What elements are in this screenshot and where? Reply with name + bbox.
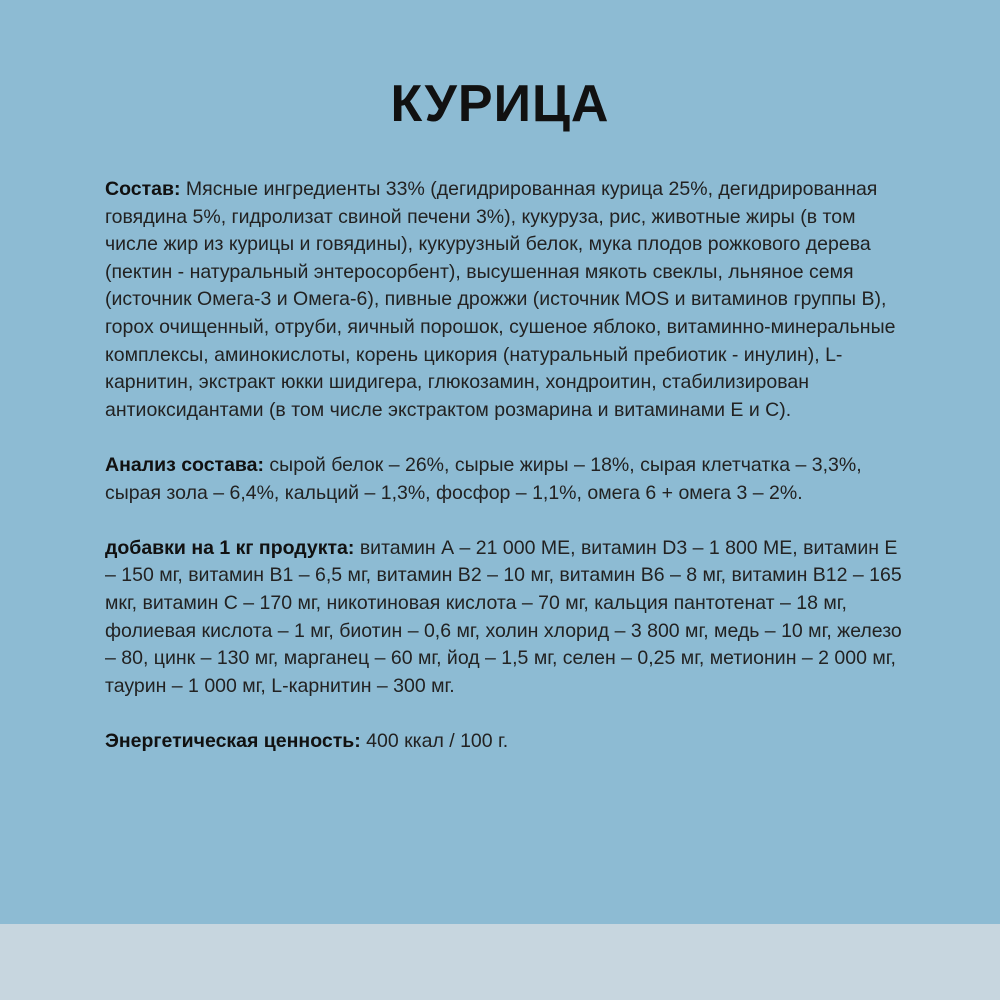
page-title: КУРИЦА	[390, 75, 610, 133]
additives-label: добавки на 1 кг продукта:	[105, 536, 355, 559]
additives-section	[105, 535, 905, 701]
energy-section	[105, 728, 905, 756]
energy-label: Энергетическая ценность:	[105, 729, 361, 752]
composition-label: Состав:	[105, 178, 181, 200]
analysis-text: сырой белок – 26%, сырые жиры – 18%, сырая клетчатка – 3,3%, сырая зола – 6,4%, кальций – 1,3%, фосфор – 1,1%, омега 6 + омега 3 – 2%.	[105, 453, 862, 504]
composition-section	[105, 176, 905, 424]
energy-text: 400 ккал / 100 г.	[366, 729, 509, 752]
additives-text: витамин А – 21 000 МЕ, витамин D3 – 1 800 МЕ, витамин Е – 150 мг, витамин В1 – 6,5 мг, витамин В2 – 10 мг, витамин В6 – 8 мг, витамин В12 – 165 мкг, витамин С – 170 мг, никотиновая кислота – 70 мг, кальция пантотенат – 18 мг, фолиевая кислота – 1 мг, биотин – 0,6 мг, холин хлорид – 3 800 мг, медь – 10 мг, железо – 80, цинк – 130 мг, марганец – 60 мг, йод – 1,5 мг, селен – 0,25 мг, метионин – 2 000 мг, таурин – 1 000 мг, L-карнитин – 300 мг.	[105, 536, 902, 697]
bottom-strip	[0, 924, 1000, 1000]
analysis-section	[105, 452, 905, 507]
product-description	[105, 176, 905, 783]
composition-text: Мясные ингредиенты 33% (дегидрированная курица 25%, дегидрированная говядина 5%, гидролизат свиной печени 3%), кукуруза, рис, животные жиры (в том числе жир из курицы и говядины), кукурузный белок, мука плодов рожкового дерева (пектин - натуральный энтеросорбент), высушенная мякоть свеклы, льняное семя (источник Омега-3 и Омега-6), пивные дрожжи (источник MOS и витаминов группы В), горох очищенный, отруби, яичный порошок, сушеное яблоко, витаминно-минеральные комплексы, аминокислоты, корень цикория (натуральный пребиотик - инулин), L-карнитин, экстракт юкки шидигера, глюкозамин, хондроитин, стабилизирован антиоксидантами (в том числе экстрактом розмарина и витаминами Е и С).	[105, 178, 896, 421]
analysis-label: Анализ состава:	[105, 453, 264, 476]
